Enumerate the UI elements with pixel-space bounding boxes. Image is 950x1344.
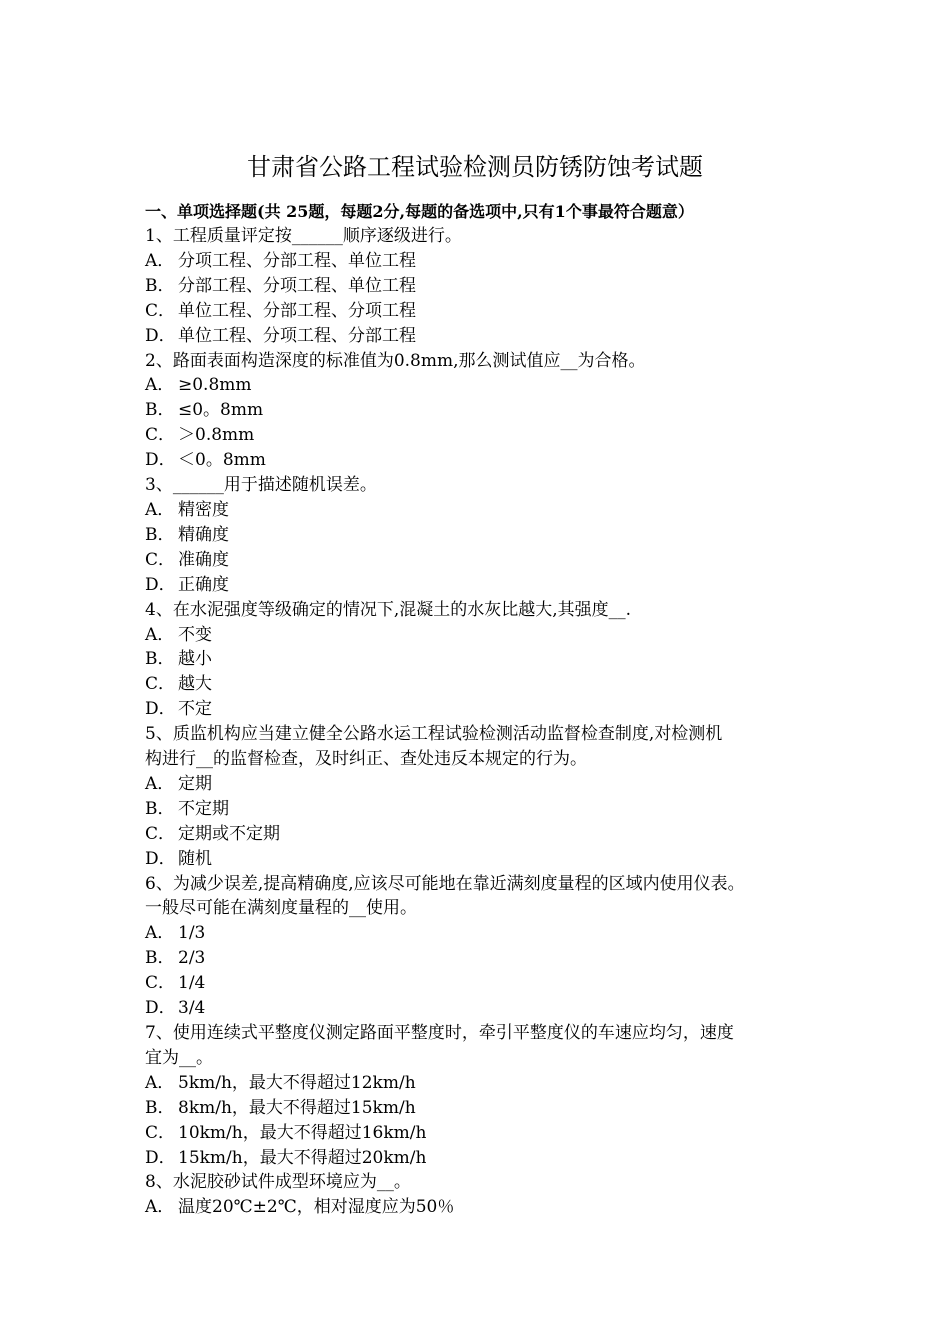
option-letter: B． xyxy=(145,275,175,296)
option-letter: D． xyxy=(145,699,176,720)
option-text: ＜0。8mm xyxy=(178,450,266,471)
option-list xyxy=(145,772,835,872)
option-text: 15km/h，最大不得超过20km/h xyxy=(178,1147,427,1168)
answer-option xyxy=(145,523,835,548)
option-text: 温度20℃±2℃，相对湿度应为50％ xyxy=(178,1197,455,1218)
question-stem-line: 8、水泥胶砂试件成型环境应为__。 xyxy=(145,1172,411,1193)
option-text: 单位工程、分项工程、分部工程 xyxy=(178,325,416,346)
option-text: 分部工程、分项工程、单位工程 xyxy=(178,275,416,296)
question-stem-line: 7、使用连续式平整度仪测定路面平整度时，牵引平整度仪的车速应均匀，速度 xyxy=(145,1023,734,1043)
option-text: 准确度 xyxy=(178,549,229,570)
answer-option xyxy=(145,548,835,573)
answer-option xyxy=(145,448,835,473)
question-4 xyxy=(145,598,835,723)
option-list xyxy=(145,1195,835,1220)
answer-option xyxy=(145,324,835,349)
question-stem-line: 4、在水泥强度等级确定的情况下,混凝土的水灰比越大,其强度__. xyxy=(145,599,632,620)
question-2 xyxy=(145,349,835,474)
option-letter: A． xyxy=(145,375,175,396)
option-text: 定期或不定期 xyxy=(178,823,280,844)
question-stem-line: 构进行__的监督检查，及时纠正、查处违反本规定的行为。 xyxy=(145,749,587,770)
option-text: 1/4 xyxy=(178,973,206,994)
answer-option xyxy=(145,772,835,797)
option-letter: C． xyxy=(145,549,176,570)
answer-option xyxy=(145,946,835,971)
option-text: 定期 xyxy=(178,773,212,794)
answer-option xyxy=(145,274,835,299)
answer-option xyxy=(145,847,835,872)
option-letter: A． xyxy=(145,1072,175,1093)
option-letter: D． xyxy=(145,998,176,1019)
answer-option xyxy=(145,697,835,722)
option-text: 1/3 xyxy=(178,923,206,944)
question-5 xyxy=(145,722,835,871)
answer-option xyxy=(145,822,835,847)
option-letter: D． xyxy=(145,325,176,346)
option-letter: D． xyxy=(145,574,176,595)
option-letter: A． xyxy=(145,624,175,645)
option-letter: A． xyxy=(145,773,175,794)
answer-option xyxy=(145,498,835,523)
option-letter: D． xyxy=(145,848,176,869)
option-letter: B． xyxy=(145,400,175,421)
answer-option xyxy=(145,423,835,448)
option-text: 精密度 xyxy=(178,499,229,520)
document-title: 甘肃省公路工程试验检测员防锈防蚀考试题 xyxy=(247,153,703,181)
option-list xyxy=(145,498,835,598)
answer-option xyxy=(145,971,835,996)
option-text: 正确度 xyxy=(178,574,229,595)
answer-option xyxy=(145,1096,835,1121)
question-stem-line: 5、质监机构应当建立健全公路水运工程试验检测活动监督检查制度,对检测机 xyxy=(145,724,723,745)
answer-option xyxy=(145,249,835,274)
option-letter: C． xyxy=(145,823,176,844)
option-list xyxy=(145,249,835,349)
question-stem-line: 1、工程质量评定按______顺序逐级进行。 xyxy=(145,226,462,246)
option-text: 3/4 xyxy=(178,998,206,1019)
option-letter: A． xyxy=(145,1197,175,1218)
option-text: 不定期 xyxy=(178,798,229,819)
answer-option xyxy=(145,647,835,672)
answer-option xyxy=(145,672,835,697)
option-letter: A． xyxy=(145,923,175,944)
option-text: ＞0.8mm xyxy=(178,425,255,446)
question-stem-line: 宜为__。 xyxy=(145,1047,213,1068)
question-8 xyxy=(145,1170,835,1220)
option-text: ≤0。8mm xyxy=(178,400,264,421)
answer-option xyxy=(145,573,835,598)
option-text: 5km/h，最大不得超过12km/h xyxy=(178,1072,416,1093)
answer-option xyxy=(145,1195,835,1220)
option-text: 单位工程、分部工程、分项工程 xyxy=(178,300,416,321)
question-7 xyxy=(145,1021,835,1170)
option-text: 越小 xyxy=(178,649,212,670)
option-letter: C． xyxy=(145,674,176,695)
option-text: 随机 xyxy=(178,848,212,869)
question-stem-line: 3、______用于描述随机误差。 xyxy=(145,475,377,496)
answer-option xyxy=(145,299,835,324)
answer-option xyxy=(145,1146,835,1171)
option-letter: C． xyxy=(145,425,176,446)
option-list xyxy=(145,623,835,723)
question-6 xyxy=(145,872,835,1021)
option-letter: B． xyxy=(145,1097,175,1118)
option-text: 2/3 xyxy=(178,948,206,969)
question-1 xyxy=(145,224,835,349)
option-list xyxy=(145,373,835,473)
section-heading: 一、单项选择题(共 25题，每题2分,每题的备选项中,只有1个事最符合题意） xyxy=(145,202,694,221)
option-text: 8km/h，最大不得超过15km/h xyxy=(178,1097,416,1118)
option-letter: C． xyxy=(145,300,176,321)
option-letter: C． xyxy=(145,1122,176,1143)
answer-option xyxy=(145,797,835,822)
answer-option xyxy=(145,623,835,648)
option-text: 10km/h，最大不得超过16km/h xyxy=(178,1122,427,1143)
option-letter: B． xyxy=(145,798,175,819)
option-text: 不定 xyxy=(178,699,212,720)
question-stem-line: 6、为减少误差,提高精确度,应该尽可能地在靠近满刻度量程的区域内使用仪表。 xyxy=(145,873,745,894)
question-stem-line: 2、路面表面构造深度的标准值为0.8mm,那么测试值应__为合格。 xyxy=(145,350,646,371)
option-text: 不变 xyxy=(178,624,212,645)
option-text: 精确度 xyxy=(178,524,229,545)
question-stem-line: 一般尽可能在满刻度量程的__使用。 xyxy=(145,898,417,919)
option-text: 分项工程、分部工程、单位工程 xyxy=(178,250,416,271)
option-letter: D． xyxy=(145,450,176,471)
option-list xyxy=(145,921,835,1021)
question-list xyxy=(145,224,835,1220)
option-letter: D． xyxy=(145,1147,176,1168)
answer-option xyxy=(145,996,835,1021)
option-letter: B． xyxy=(145,948,175,969)
option-text: ≥0.8mm xyxy=(178,375,252,396)
answer-option xyxy=(145,373,835,398)
option-text: 越大 xyxy=(178,674,212,695)
answer-option xyxy=(145,1071,835,1096)
answer-option xyxy=(145,398,835,423)
answer-option xyxy=(145,1121,835,1146)
option-letter: A． xyxy=(145,499,175,520)
option-letter: A． xyxy=(145,250,175,271)
answer-option xyxy=(145,921,835,946)
option-letter: B． xyxy=(145,524,175,545)
document-body xyxy=(145,199,835,1220)
option-list xyxy=(145,1071,835,1171)
question-3 xyxy=(145,473,835,598)
option-letter: C． xyxy=(145,973,176,994)
option-letter: B． xyxy=(145,649,175,670)
